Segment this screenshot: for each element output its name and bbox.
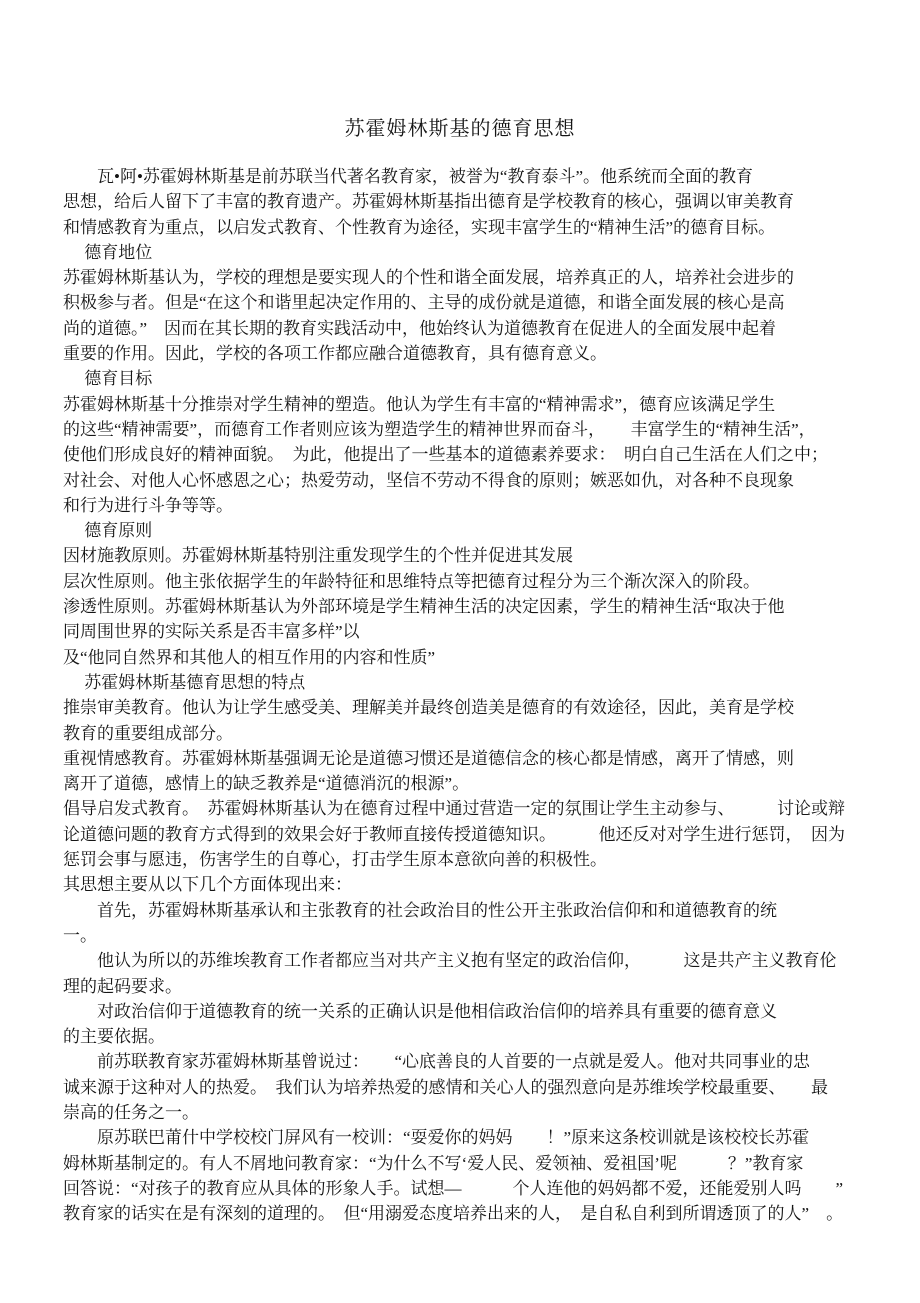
text-line: 教育家的话实在是有深刻的道理的。 但“用溺爱态度培养出来的人， 是自私自利到所谓透顶了的人” 。 — [63, 1204, 844, 1224]
text-line: 原苏联巴莆什中学校校门屏风有一校训：“耍爱你的妈妈 ！”原来这条校训就是该校校长苏霍 — [63, 1128, 810, 1148]
section-heading: 德育地位 — [63, 242, 153, 262]
text-line: 论道德问题的教育方式得到的效果会好于教师直接传授道德知识。 他还反对对学生进行惩罚， 因为 — [63, 824, 845, 844]
text-line: 的主要依据。 — [63, 1027, 165, 1047]
text-line: 他认为所以的苏维埃教育工作者都应当对共产主义抱有坚定的政治信仰， 这是共产主义教育伦 — [63, 951, 837, 971]
document-body — [63, 164, 863, 1226]
text-line: 及“他同自然界和其他人的相互作用的内容和性质” — [63, 647, 436, 667]
text-line: 重视情感教育。苏霍姆林斯基强调无论是道德习惯还是道德信念的核心都是情感，离开了情感，则 — [63, 748, 794, 768]
text-line: 诚来源于这种对人的热爱。 我们认为培养热爱的感情和关心人的强烈意向是苏维埃学校最重要、 最 — [63, 1077, 828, 1097]
text-line: 前苏联教育家苏霍姆林斯基曾说过： “心底善良的人首要的一点就是爱人。他对共同事业的忠 — [63, 1052, 811, 1072]
text-line: 回答说：“对孩子的教育应从具体的形象人手。试想— 个人连他的妈妈都不爱，还能爱别人吗 ” — [63, 1178, 844, 1198]
text-line: 倡导启发式教育。 苏霍姆林斯基认为在德育过程中通过营造一定的氛围让学生主动参与、 讨论或辩 — [63, 799, 845, 819]
text-line: 一。 — [63, 925, 97, 945]
text-line: 首先，苏霍姆林斯基承认和主张教育的社会政治目的性公开主张政治信仰和和道德教育的统 — [63, 900, 777, 920]
text-line: 其思想主要从以下几个方面体现出来： — [63, 875, 352, 895]
text-line: 因材施教原则。苏霍姆林斯基特别注重发现学生的个性并促进其发展 — [63, 546, 573, 566]
text-line: 姆林斯基制定的。有人不屑地问教育家：“为什么不写‘爱人民、爱领袖、爱祖国’呢 ？”教育家 — [63, 1153, 804, 1173]
text-line: 教育的重要组成部分。 — [63, 723, 233, 743]
text-line: 使他们形成良好的精神面貌。 为此，他提出了一些基本的道德素养要求： 明白自己生活在人们之中； — [63, 445, 828, 465]
text-line: 崇高的任务之一。 — [63, 1102, 199, 1122]
text-line: 层次性原则。他主张依据学生的年龄特征和思维特点等把德育过程分为三个渐次深入的阶段。 — [63, 571, 760, 591]
text-line: 渗透性原则。苏霍姆林斯基认为外部环境是学生精神生活的决定因素，学生的精神生活“取决于他 — [63, 597, 785, 617]
text-line: 和行为进行斗争等等。 — [63, 495, 233, 515]
text-line: 对社会、对他人心怀感恩之心；热爱劳动，坚信不劳动不得食的原则；嫉恶如仇，对各种不良现象 — [63, 470, 794, 490]
text-line: 的这些“精神需要”，而德育工作者则应该为塑造学生的精神世界而奋斗， 丰富学生的“精神生活”， — [63, 419, 816, 439]
text-line: 瓦•阿•苏霍姆林斯基是前苏联当代著名教育家，被誉为“教育泰斗”。他系统而全面的教育 — [63, 167, 753, 186]
section-heading: 德育原则 — [63, 521, 153, 541]
document-title: 苏霍姆林斯基的德育思想 — [344, 118, 576, 140]
text-line: 重要的作用。因此，学校的各项工作都应融合道德教育，具有德育意义。 — [63, 344, 607, 364]
text-line: 苏霍姆林斯基十分推崇对学生精神的塑造。他认为学生有丰富的“精神需求”，德育应该满足学生 — [63, 394, 776, 414]
text-line: 苏霍姆林斯基认为，学校的理想是要实现人的个性和谐全面发展，培养真正的人，培养社会进步的 — [63, 268, 794, 288]
text-line: 离开了道德，感情上的缺乏教养是“道德消沉的根源”。 — [63, 774, 470, 794]
text-line: 思想，给后人留下了丰富的教育遗产。苏霍姆林斯基指出德育是学校教育的核心，强调以审美教育 — [63, 192, 794, 212]
text-line: 和情感教育为重点，以启发式教育、个性教育为途径，实现丰富学生的“精神生活”的德育目标。 — [63, 217, 776, 237]
text-line: 推崇审美教育。他认为让学生感受美、理解美并最终创造美是德育的有效途径，因此，美育是学校 — [63, 698, 794, 718]
text-line: 对政治信仰于道德教育的统一关系的正确认识是他相信政治信仰的培养具有重要的德育意义 — [63, 1001, 777, 1021]
text-line: 惩罚会事与愿违，伤害学生的自尊心，打击学生原本意欲向善的积极性。 — [63, 850, 607, 870]
section-heading: 苏霍姆林斯基德育思想的特点 — [63, 672, 306, 692]
section-heading: 德育目标 — [63, 369, 153, 389]
text-line: 尚的道德。” 因而在其长期的教育实践活动中，他始终认为道德教育在促进人的全面发展中起着 — [63, 318, 777, 338]
text-line: 积极参与者。但是“在这个和谐里起决定作用的、主导的成份就是道德，和谐全面发展的核心是高 — [63, 293, 785, 313]
text-line: 理的起码要求。 — [63, 976, 182, 996]
text-line: 同周围世界的实际关系是否丰富多样”以 — [63, 622, 360, 642]
